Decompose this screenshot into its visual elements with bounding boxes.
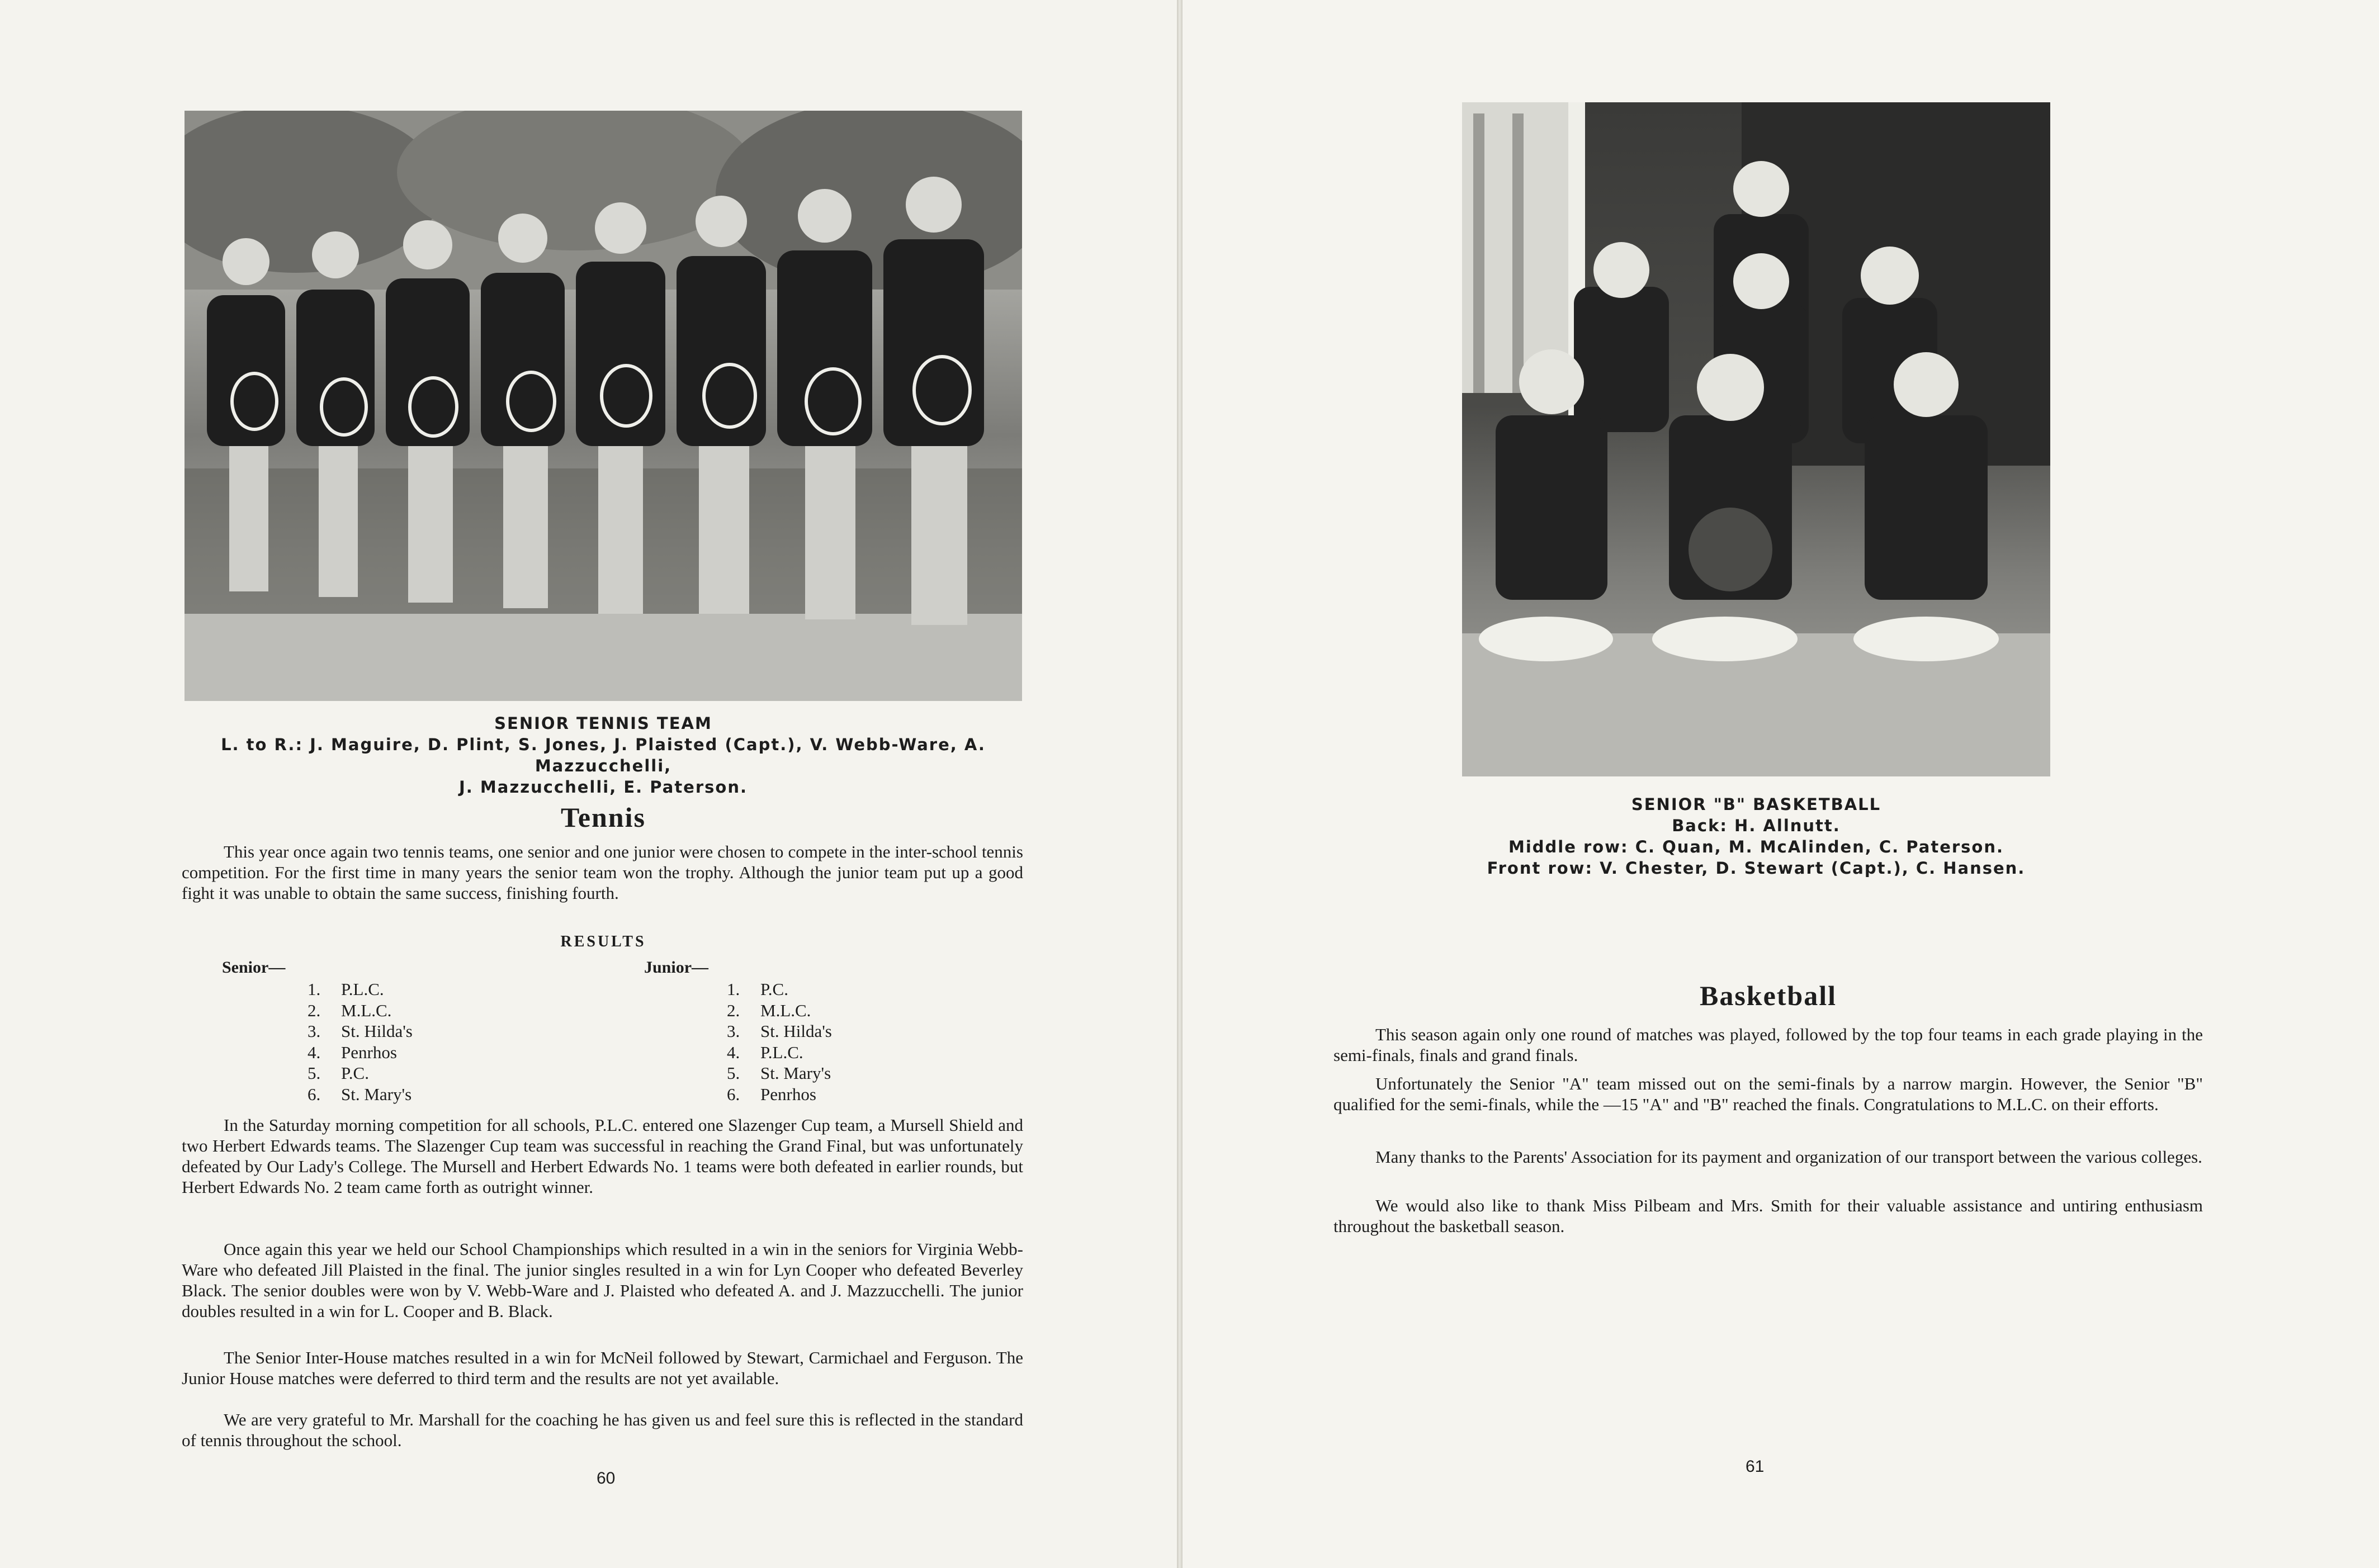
junior-label: Junior— — [644, 958, 709, 977]
page-number-left: 60 — [597, 1469, 616, 1488]
basketball-caption-line2: Middle row: C. Quan, M. McAlinden, C. Paterson. — [1508, 837, 2004, 856]
basketball-team-photo — [1462, 102, 2050, 776]
senior-result-item — [308, 1084, 413, 1105]
tennis-team-photo — [185, 111, 1022, 701]
basketball-caption-title: SENIOR "B" BASKETBALL — [1631, 795, 1881, 814]
junior-result-item — [727, 1021, 832, 1042]
basketball-caption — [1462, 794, 2050, 879]
tennis-paragraph-3: The Senior Inter-House matches resulted in a win for McNeil followed by Stewart, Carmichael and Ferguson. The Junior House matches were deferred to third term and the results are not yet available. — [182, 1348, 1023, 1388]
senior-result-item — [308, 1000, 413, 1021]
junior-result-item — [727, 979, 832, 1000]
junior-result-school: St. Mary's — [760, 1063, 831, 1083]
results-heading: RESULTS — [560, 933, 646, 950]
senior-result-rank: 1. — [308, 979, 321, 999]
book-gutter — [1177, 0, 1183, 1568]
junior-result-item — [727, 1042, 832, 1063]
senior-result-rank: 2. — [308, 1000, 321, 1020]
senior-result-item — [308, 979, 413, 1000]
senior-result-school: M.L.C. — [341, 1000, 392, 1020]
tennis-caption-line1: L. to R.: J. Maguire, D. Plint, S. Jones, J. Plaisted (Capt.), V. Webb-Ware, A. Mazzucchelli, — [221, 735, 986, 775]
basketball-heading: Basketball — [1699, 980, 1837, 1011]
basketball-caption-line3: Front row: V. Chester, D. Stewart (Capt.), C. Hansen. — [1487, 859, 2026, 878]
junior-result-rank: 5. — [727, 1063, 740, 1083]
basketball-paragraph-2: Unfortunately the Senior "A" team missed out on the semi-finals by a narrow margin. However, the Senior "B" qualified for the semi-finals, while the —15 "A" and "B" reached the finals. Congratulations to M.L.C. on their efforts. — [1333, 1074, 2203, 1114]
tennis-paragraph-2: Once again this year we held our School Championships which resulted in a win in the seniors for Virginia Webb-Ware who defeated Jill Plaisted in the final. The junior singles resulted in a win for Lyn Cooper who defeated Beverley Black. The senior doubles were won by V. Webb-Ware and J. Plaisted who defeated A. and J. Mazzucchelli. The junior doubles resulted in a win for L. Cooper and B. Black. — [182, 1239, 1023, 1321]
senior-result-rank: 4. — [308, 1042, 321, 1062]
senior-result-rank: 3. — [308, 1021, 321, 1041]
right-page — [1183, 0, 2379, 1568]
senior-result-school: Penrhos — [341, 1042, 397, 1062]
junior-result-rank: 2. — [727, 1000, 740, 1020]
senior-result-rank: 5. — [308, 1063, 321, 1083]
tennis-caption — [185, 713, 1022, 798]
tennis-paragraph-1: In the Saturday morning competition for all schools, P.L.C. entered one Slazenger Cup team, a Mursell Shield and two Herbert Edwards teams. The Slazenger Cup team was successful in reaching the Grand Final, but was unfortunately defeated by Our Lady's College. The Mursell and Herbert Edwards No. 1 teams were both defeated in earlier rounds, but Herbert Edwards No. 2 team came forth as outright winner. — [182, 1115, 1023, 1197]
basketball-paragraph-3: Many thanks to the Parents' Association for its payment and organization of our transport between the various colleges. — [1375, 1147, 2202, 1167]
senior-result-item — [308, 1063, 413, 1084]
junior-result-school: Penrhos — [760, 1084, 816, 1104]
basketball-photo-illustration — [1462, 102, 2050, 776]
tennis-caption-title: SENIOR TENNIS TEAM — [494, 714, 712, 733]
senior-result-school: St. Hilda's — [341, 1021, 413, 1041]
tennis-paragraph-4: We are very grateful to Mr. Marshall for the coaching he has given us and feel sure this is reflected in the standard of tennis throughout the school. — [182, 1410, 1023, 1450]
junior-result-rank: 4. — [727, 1042, 740, 1062]
junior-result-school: St. Hilda's — [760, 1021, 832, 1041]
senior-result-rank: 6. — [308, 1084, 321, 1104]
tennis-photo-illustration — [185, 111, 1022, 701]
senior-result-school: P.C. — [341, 1063, 369, 1083]
junior-result-item — [727, 1084, 832, 1105]
page-number-right: 61 — [1746, 1457, 1765, 1476]
junior-result-school: M.L.C. — [760, 1000, 811, 1020]
senior-result-school: St. Mary's — [341, 1084, 412, 1104]
senior-label: Senior— — [222, 958, 286, 977]
senior-result-item — [308, 1021, 413, 1042]
senior-results-list — [308, 979, 413, 1105]
junior-result-rank: 6. — [727, 1084, 740, 1104]
tennis-heading: Tennis — [561, 802, 646, 833]
left-page — [0, 0, 1177, 1568]
senior-result-item — [308, 1042, 413, 1063]
junior-result-rank: 1. — [727, 979, 740, 999]
junior-result-item — [727, 1063, 832, 1084]
junior-result-school: P.C. — [760, 979, 788, 999]
junior-result-item — [727, 1000, 832, 1021]
junior-result-school: P.L.C. — [760, 1042, 803, 1062]
basketball-caption-line1: Back: H. Allnutt. — [1672, 816, 1841, 835]
basketball-paragraph-4: We would also like to thank Miss Pilbeam and Mrs. Smith for their valuable assistance and untiring enthusiasm throughout the basketball season. — [1333, 1196, 2203, 1236]
tennis-caption-line2: J. Mazzucchelli, E. Paterson. — [458, 778, 748, 797]
junior-result-rank: 3. — [727, 1021, 740, 1041]
junior-results-list — [727, 979, 832, 1105]
senior-result-school: P.L.C. — [341, 979, 384, 999]
tennis-intro: This year once again two tennis teams, one senior and one junior were chosen to compete in the inter-school tennis competition. For the first time in many years the senior team won the trophy. Although the junior team put up a good fight it was unable to obtain the same success, finishing fourth. — [182, 842, 1023, 903]
basketball-paragraph-1: This season again only one round of matches was played, followed by the top four teams in each grade playing in the semi-finals, finals and grand finals. — [1333, 1025, 2203, 1065]
